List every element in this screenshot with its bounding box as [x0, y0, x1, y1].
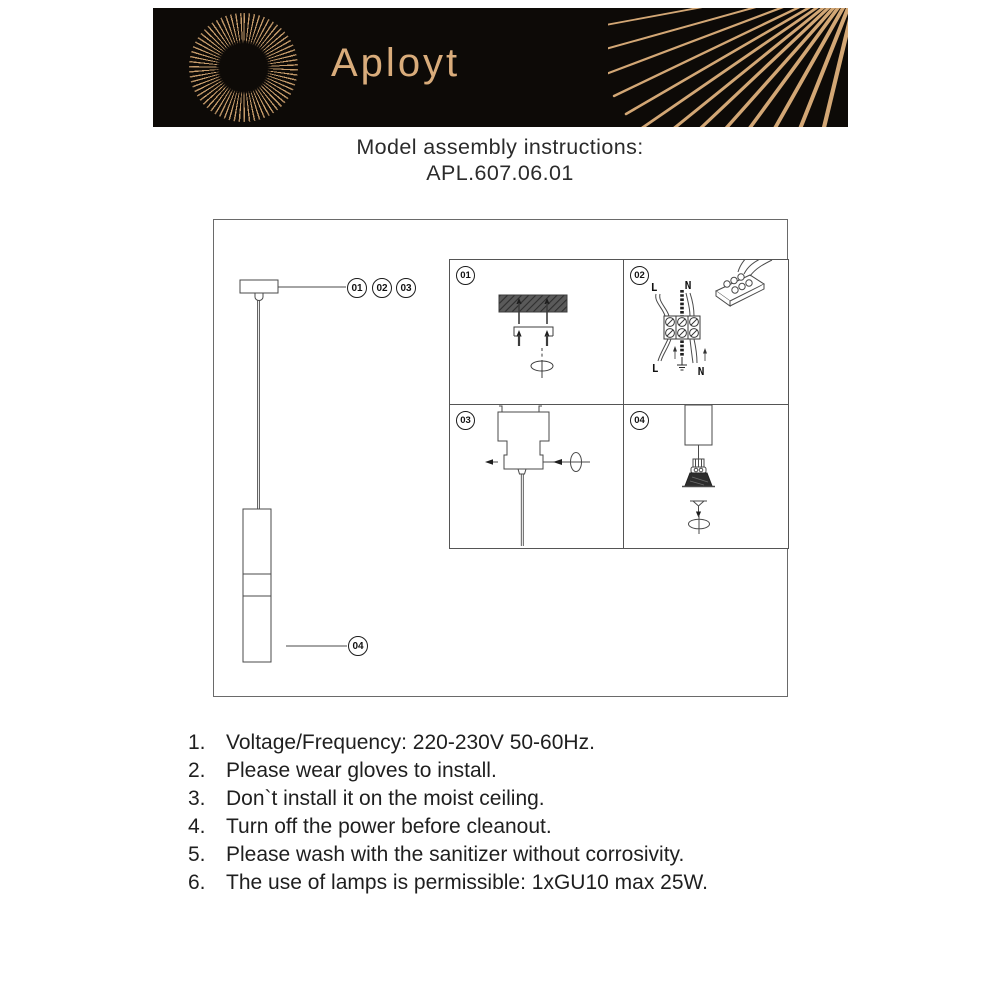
- wire-label-N-bottom: N: [697, 365, 705, 378]
- sunburst-logo-icon: [189, 13, 298, 122]
- list-item-number: 2.: [188, 759, 206, 782]
- list-item-number: 3.: [188, 787, 206, 810]
- wiring-drawing: [624, 260, 786, 403]
- assembly-diagram: [213, 219, 788, 697]
- wire-label-L-top: L: [650, 281, 658, 294]
- brand-header: [153, 8, 848, 127]
- brand-name: Aployt: [331, 41, 461, 85]
- instruction-list: [188, 729, 868, 897]
- list-item-text: Voltage/Frequency: 220-230V 50-60Hz.: [226, 731, 595, 754]
- wire-label-L-bottom: L: [651, 362, 659, 375]
- ceiling-plate: [499, 295, 567, 312]
- cord-grip: [255, 293, 263, 301]
- step-panel-04: [624, 405, 788, 548]
- list-item: [188, 841, 868, 869]
- steps-grid: [449, 259, 789, 549]
- lamp-tube: [685, 405, 712, 445]
- ground-symbol: [677, 357, 687, 370]
- fan-rays-icon: [608, 8, 848, 127]
- step-number-badge: 04: [630, 411, 649, 430]
- list-item: [188, 757, 868, 785]
- canopy-body: [498, 412, 549, 469]
- neutral-wire: [686, 293, 690, 316]
- list-item: [188, 813, 868, 841]
- list-item-text: Please wash with the sanitizer without corrosivity.: [226, 843, 685, 866]
- callout-02: 02: [372, 278, 392, 298]
- list-item-text: Don`t install it on the moist ceiling.: [226, 787, 545, 810]
- ceiling-canopy: [240, 280, 278, 293]
- callout-01: 01: [347, 278, 367, 298]
- step-panel-03: [450, 405, 624, 548]
- model-number: APL.607.06.01: [426, 161, 574, 185]
- list-item: [188, 729, 868, 757]
- step-number-badge: 01: [456, 266, 475, 285]
- ceiling-mount-drawing: [450, 260, 622, 403]
- list-item-number: 1.: [188, 731, 206, 754]
- callout-04: 04: [348, 636, 368, 656]
- page-title: Model assembly instructions:: [356, 135, 644, 159]
- step-panel-02: [624, 260, 788, 405]
- step-number-badge: 03: [456, 411, 475, 430]
- list-item-text: The use of lamps is permissible: 1xGU10 max 25W.: [226, 871, 709, 894]
- wire-label-N-top: N: [684, 279, 692, 292]
- list-item-number: 6.: [188, 871, 206, 894]
- list-item-number: 4.: [188, 815, 206, 838]
- lamp-insert-drawing: [624, 405, 786, 546]
- step-number-badge: 02: [630, 266, 649, 285]
- step-panel-01: [450, 260, 624, 405]
- list-item-text: Please wear gloves to install.: [226, 759, 497, 782]
- canopy-fix-drawing: [450, 405, 622, 546]
- terminal-block-3d: [716, 260, 772, 306]
- lamp-cylinder: [243, 509, 271, 662]
- callout-03: 03: [396, 278, 416, 298]
- list-item: [188, 785, 868, 813]
- list-item-text: Turn off the power before cleanout.: [226, 815, 552, 838]
- cord-grip: [518, 469, 526, 474]
- screw-arrow-left: [485, 459, 493, 465]
- list-item: [188, 869, 868, 897]
- gu10-bulb-icon: [682, 459, 715, 487]
- list-item-number: 5.: [188, 843, 206, 866]
- screw-arrow-right: [553, 459, 562, 465]
- twist-fitting: [693, 501, 704, 506]
- title-block: [0, 134, 1000, 186]
